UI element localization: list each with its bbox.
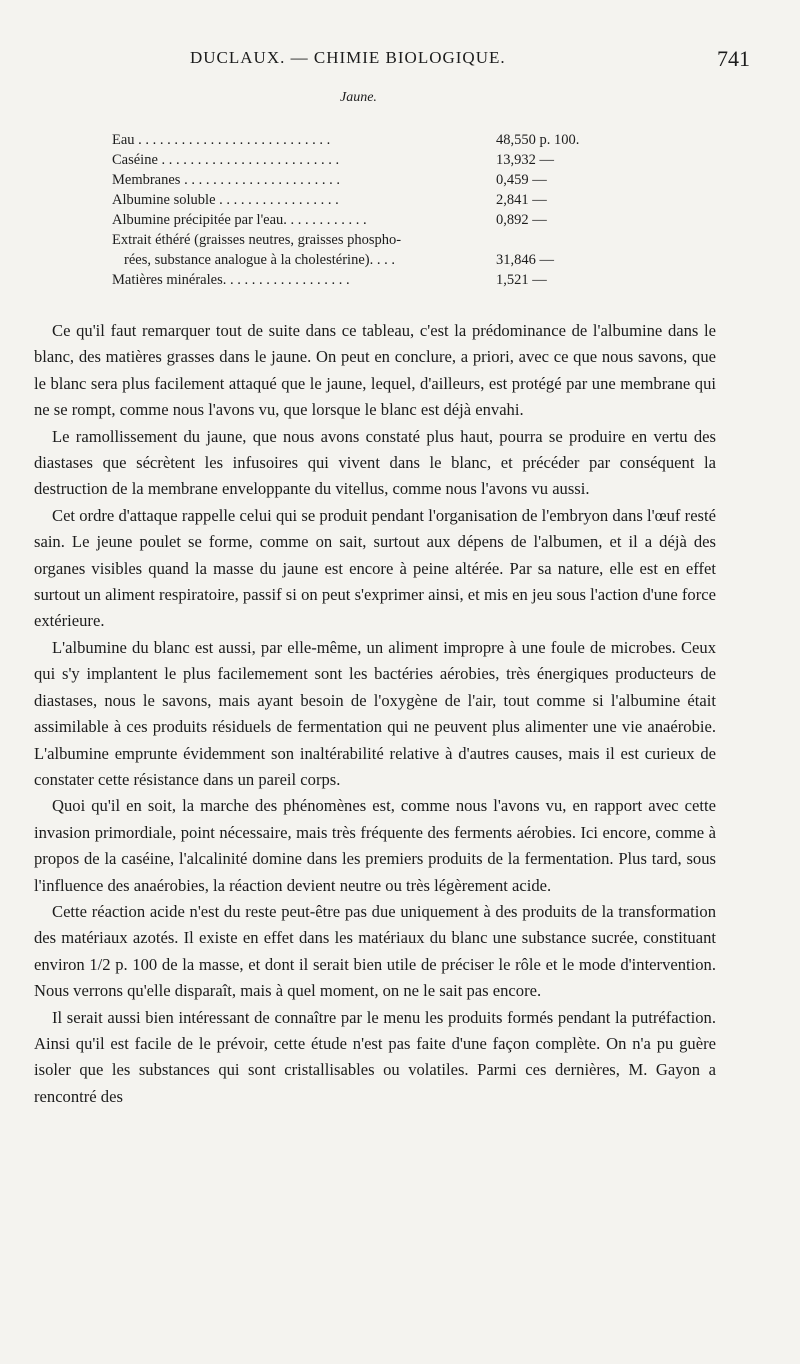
row-label: Membranes . . . . . . . . . . . . . . . . . . . . . . [112, 172, 340, 188]
paragraph: Cette réaction acide n'est du reste peut-être pas due uniquement à des produits de la transformation des matériaux azotés. Il existe en effet dans les matériaux du blanc une substance sucrée, constituant environ 1/2 p. 100 de la masse, et dont il serait bien utile de préciser le rôle et le mode d'intervention. Nous verrons qu'elle disparaît, mais à quel moment, on ne le sait pas encore. [34, 901, 716, 1001]
paragraph: Il serait aussi bien intéressant de connaître par le menu les produits formés pendant la putréfaction. Ainsi qu'il est facile de le prévoir, cette étude n'est pas faite d'une façon complète. On n'a pu guère isoler que les substances qui sont cristallisables ou volatiles. Parmi ces dernières, M. Gayon a rencontré des [34, 1007, 716, 1106]
row-label: Albumine précipitée par l'eau. . . . . . . . . . . . [112, 212, 367, 228]
row-label: Albumine soluble . . . . . . . . . . . . . . . . . [112, 192, 339, 208]
table-row [112, 170, 602, 190]
table-row [112, 150, 602, 170]
composition-table [112, 130, 602, 290]
table-row [112, 230, 602, 270]
paragraph: Cet ordre d'attaque rappelle celui qui se produit pendant l'organisation de l'embryon dans l'œuf resté sain. Le jeune poulet se forme, comme on sait, surtout aux dépens de l'albumen, et il a déjà des organes visibles quand la masse du jaune est encore à peine altérée. Par sa nature, elle est en effet surtout un aliment respiratoire, passif si on peut s'exprimer ainsi, et mis en jeu sous l'action d'une force extérieure. [34, 505, 716, 631]
table-row [112, 130, 602, 150]
row-value: 0,459 — [496, 172, 547, 188]
paragraph: Le ramollissement du jaune, que nous avons constaté plus haut, pourra se produire en vertu des diastases que sécrètent les infusoires qui vivent dans le blanc, et précéder par conséquent la destruction de la membrane enveloppante du vitellus, comme nous l'avons vu aussi. [34, 426, 716, 499]
page-header [190, 46, 750, 76]
table-row [112, 190, 602, 210]
paragraph: Ce qu'il faut remarquer tout de suite dans ce tableau, c'est la prédominance de l'albumine dans le blanc, des matières grasses dans le jaune. On peut en conclure, a priori, avec ce que nous savons, que le blanc sera plus facilement attaqué que le jaune, lequel, d'ailleurs, est protégé par une membrane qui ne se rompt, comme nous l'avons vu, que lorsque le blanc est déjà envahi. [34, 321, 716, 420]
row-label-line2: rées, substance analogue à la cholestérine). . . . [124, 252, 395, 268]
row-value: 31,846 — [496, 252, 554, 268]
running-head: DUCLAUX. — CHIMIE BIOLOGIQUE. [190, 48, 506, 67]
paragraph: Quoi qu'il en soit, la marche des phénomènes est, comme nous l'avons vu, en rapport avec cette invasion primordiale, point nécessaire, mais très fréquente des ferments aérobies. Ici encore, comme à propos de la caséine, l'alcalinité domine dans les premiers produits de la fermentation. Plus tard, sous l'influence des anaérobies, la réaction devient neutre ou très légèrement acide. [34, 796, 716, 895]
row-value: 48,550 p. 100. [496, 132, 580, 148]
row-label: Eau . . . . . . . . . . . . . . . . . . . . . . . . . . . [112, 132, 331, 148]
row-value: 0,892 — [496, 212, 547, 228]
row-value: 13,932 — [496, 152, 554, 168]
row-label: Matières minérales. . . . . . . . . . . . . . . . . . [112, 272, 350, 288]
row-value: 2,841 — [496, 192, 547, 208]
row-label: Caséine . . . . . . . . . . . . . . . . . . . . . . . . . [112, 152, 340, 168]
row-label-line1: Extrait éthéré (graisses neutres, graisses phospho- [112, 232, 402, 248]
row-label [112, 230, 472, 270]
paragraph: L'albumine du blanc est aussi, par elle-même, un aliment impropre à une foule de microbes. Ceux qui s'y implantent le plus facilemement sont les bactéries aérobies, très énergiques producteurs de diastases, nous le savons, mais ayant besoin de l'oxygène de l'air, tout comme si l'albumine était assimilable à ces produits résiduels de fermentation qui ne peuvent plus alimenter une vie anaérobie. L'albumine emprunte évidemment son inaltérabilité relative à d'autres causes, mais il est curieux de constater cette résistance dans un pareil corps. [34, 637, 716, 789]
section-title: Jaune. [340, 90, 377, 105]
page-number: 741 [717, 46, 750, 71]
row-value: 1,521 — [496, 272, 547, 288]
table-row [112, 270, 602, 290]
table-row [112, 210, 602, 230]
body-text [34, 318, 716, 1110]
